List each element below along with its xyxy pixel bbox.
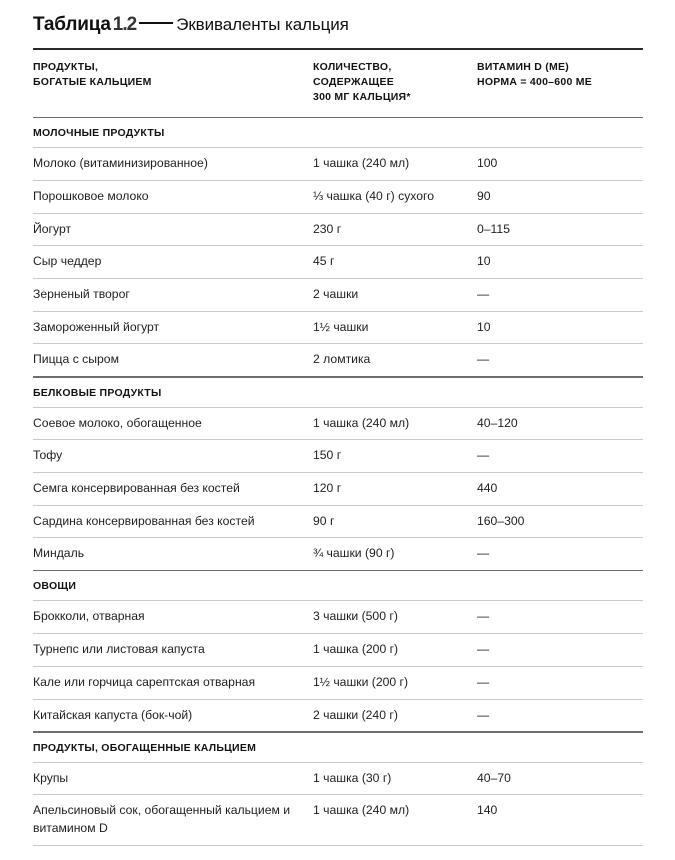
cell-amount: 3 чашки (500 г) xyxy=(313,609,398,624)
cell-amount: 1 чашка (240 мл) xyxy=(313,156,410,171)
table-row xyxy=(33,506,643,538)
cell-vitamin-d: — xyxy=(477,352,490,367)
table-row xyxy=(33,214,643,246)
table-section-header xyxy=(33,118,643,147)
table-row xyxy=(33,312,643,344)
header-vitamin-line2: НОРМА = 400–600 МЕ xyxy=(477,75,592,88)
cell-amount: 120 г xyxy=(313,480,342,495)
table-row xyxy=(33,246,643,278)
cell-vitamin-d: 0–115 xyxy=(477,221,510,236)
cell-vitamin-d: 140 xyxy=(477,803,498,818)
header-amount-line3: 300 МГ КАЛЬЦИЯ* xyxy=(313,90,411,103)
cell-amount: 1 чашка (240 мл) xyxy=(313,415,410,430)
section-label: ПРОДУКТЫ, ОБОГАЩЕННЫЕ КАЛЬЦИЕМ xyxy=(33,741,257,754)
cell-amount: ¾ чашки (90 г) xyxy=(313,546,395,561)
cell-vitamin-d: 40–120 xyxy=(477,415,518,430)
cell-food-name: Брокколи, отварная xyxy=(33,609,145,624)
title-label: Таблица xyxy=(33,14,111,35)
cell-amount: 1 чашка (240 мл) xyxy=(313,803,410,818)
cell-amount: 1½ чашки xyxy=(313,319,369,334)
header-cell-vitamin-d xyxy=(477,60,643,90)
title-number: 1.2 xyxy=(112,14,137,35)
cell-food-name: Семга консервированная без костей xyxy=(33,480,240,495)
cell-food-name: Молоко (витаминизированное) xyxy=(33,156,208,171)
header-cell-foods xyxy=(33,60,313,90)
header-foods-line1: ПРОДУКТЫ, xyxy=(33,61,99,73)
table-row xyxy=(33,601,643,633)
cell-vitamin-d: — xyxy=(477,642,490,657)
cell-food-name: Сыр чеддер xyxy=(33,254,102,269)
table-row xyxy=(33,667,643,699)
table-section-header xyxy=(33,733,643,762)
table-section-header xyxy=(33,378,643,407)
table-row xyxy=(33,181,643,213)
cell-vitamin-d: 40–70 xyxy=(477,770,511,785)
cell-amount: 1 чашка (30 г) xyxy=(313,770,392,785)
title-subject: Эквиваленты кальция xyxy=(176,15,349,34)
table-row xyxy=(33,634,643,666)
section-label: ОВОЩИ xyxy=(33,580,77,593)
table-row xyxy=(33,408,643,440)
cell-vitamin-d: 160–300 xyxy=(477,513,525,528)
cell-amount: 2 чашки xyxy=(313,286,359,301)
cell-food-name: Пицца с сыром xyxy=(33,352,119,367)
cell-vitamin-d: — xyxy=(477,286,490,301)
cell-food-name: Зерненый творог xyxy=(33,286,130,301)
cell-food-name: Сардина консервированная без костей xyxy=(33,513,255,528)
cell-amount: 230 г xyxy=(313,221,342,236)
cell-food-name: Турнепс или листовая капуста xyxy=(33,642,205,657)
cell-food-name: Йогурт xyxy=(33,221,72,236)
header-cell-amount xyxy=(313,60,477,105)
table-row-clipped xyxy=(33,846,643,860)
section-label: БЕЛКОВЫЕ ПРОДУКТЫ xyxy=(33,386,162,399)
header-foods-line2: БОГАТЫЕ КАЛЬЦИЕМ xyxy=(33,75,152,88)
cell-food-name: Миндаль xyxy=(33,546,85,561)
table-header-row xyxy=(33,50,643,117)
cell-food-name: Китайская капуста (бок-чой) xyxy=(33,707,193,722)
cell-vitamin-d: — xyxy=(477,546,490,561)
table-body xyxy=(33,118,643,860)
cell-vitamin-d: — xyxy=(477,674,490,689)
cell-amount: 1½ чашки (200 г) xyxy=(313,674,409,689)
table-row xyxy=(33,279,643,311)
cell-vitamin-d: 10 xyxy=(477,254,491,269)
title-separator-dash xyxy=(139,22,173,24)
header-amount-line2: СОДЕРЖАЩЕЕ xyxy=(313,75,394,88)
cell-vitamin-d: — xyxy=(477,707,490,722)
table-row xyxy=(33,795,643,844)
cell-vitamin-d: 440 xyxy=(477,480,498,495)
page-title xyxy=(33,14,349,36)
cell-amount: 1 чашка (200 г) xyxy=(313,642,399,657)
cell-food-name: Порошковое молоко xyxy=(33,188,149,203)
table-row xyxy=(33,148,643,180)
cell-vitamin-d: — xyxy=(477,448,490,463)
cell-amount: 2 ломтика xyxy=(313,352,371,367)
header-amount-line1: КОЛИЧЕСТВО, xyxy=(313,61,392,73)
table-row xyxy=(33,763,643,795)
cell-amount: 90 г xyxy=(313,513,335,528)
table-row xyxy=(33,344,643,376)
cell-amount: 150 г xyxy=(313,448,342,463)
cell-amount: ⅓ чашка (40 г) сухого xyxy=(313,188,434,203)
calcium-equivalents-table xyxy=(33,48,643,860)
cell-vitamin-d: 100 xyxy=(477,156,498,171)
cell-food-name: Замороженный йогурт xyxy=(33,319,160,334)
cell-food-name: Соевое молоко, обогащенное xyxy=(33,415,202,430)
header-vitamin-line1: ВИТАМИН D (МЕ) xyxy=(477,61,570,73)
cell-food-name: Крупы xyxy=(33,770,69,785)
table-row xyxy=(33,700,643,732)
cell-amount: 45 г xyxy=(313,254,335,269)
cell-food-name: Тофу xyxy=(33,448,63,463)
table-row xyxy=(33,473,643,505)
table-row xyxy=(33,440,643,472)
table-row xyxy=(33,538,643,570)
cell-food-name: Апельсиновый сок, обогащенный кальцием и витамином D xyxy=(33,803,291,836)
cell-amount: 2 чашки (240 г) xyxy=(313,707,398,722)
cell-vitamin-d: 10 xyxy=(477,319,491,334)
cell-vitamin-d: 90 xyxy=(477,188,491,203)
table-section-header xyxy=(33,571,643,600)
cell-food-name: Кале или горчица сарептская отварная xyxy=(33,674,256,689)
cell-vitamin-d: — xyxy=(477,609,490,624)
section-label: МОЛОЧНЫЕ ПРОДУКТЫ xyxy=(33,127,165,140)
